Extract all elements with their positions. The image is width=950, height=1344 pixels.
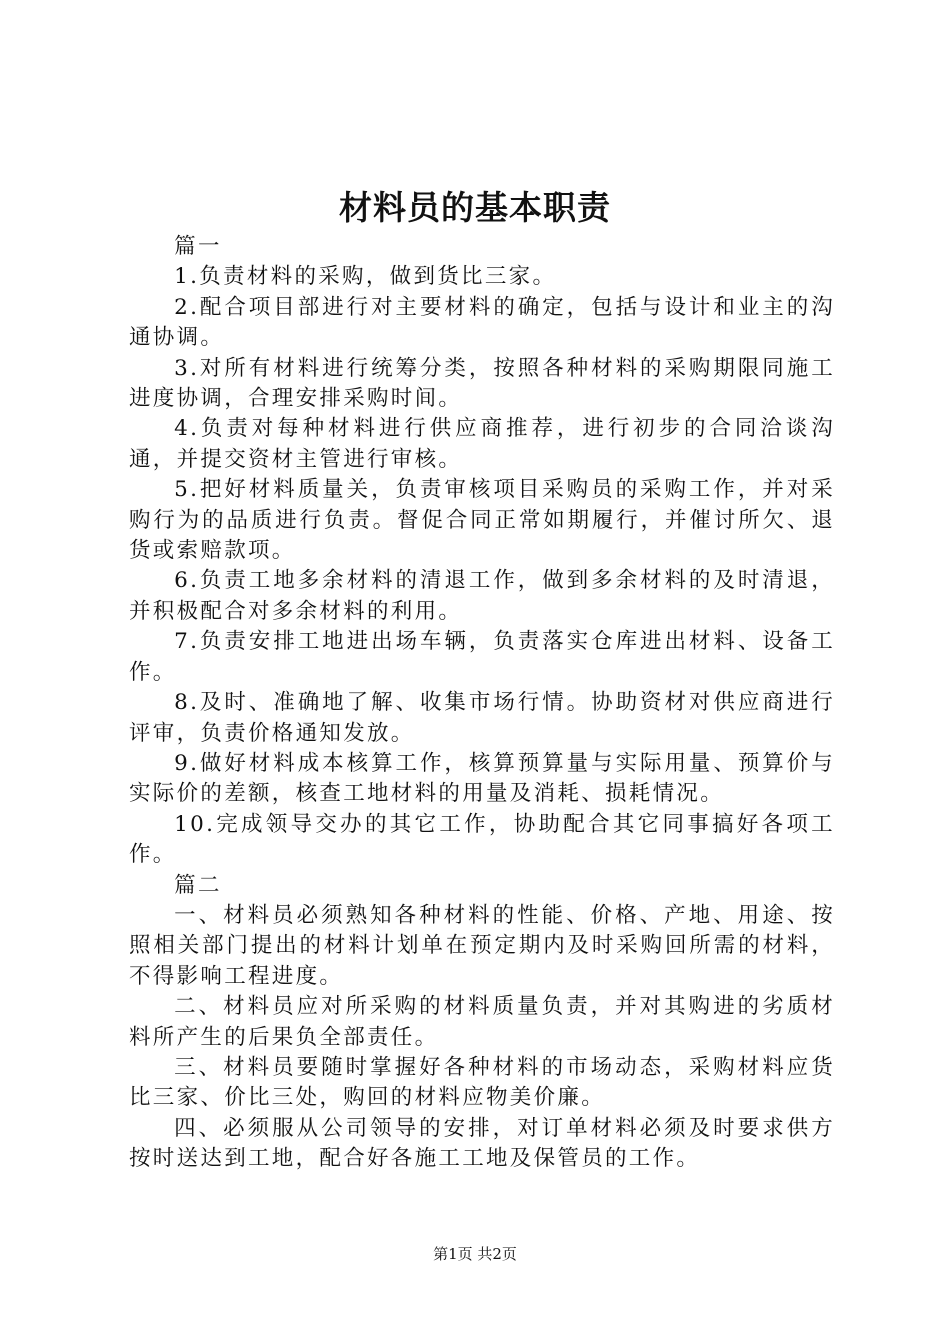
document-title: 材料员的基本职责: [339, 188, 611, 227]
duty-item: 4.负责对每种材料进行供应商推荐，进行初步的合同洽谈沟通，并提交资材主管进行审核。: [129, 416, 835, 472]
duty-item: 3.对所有材料进行统筹分类，按照各种材料的采购期限同施工进度协调，合理安排采购时间。: [129, 355, 835, 412]
duty-item: 三、材料员要随时掌握好各种材料的市场动态，采购材料应货比三家、价比三处，购回的材料应物美价廉。: [129, 1054, 835, 1111]
duty-item: 1.负责材料的采购，做到货比三家。: [174, 264, 557, 290]
duty-item: 8.及时、准确地了解、收集市场行情。协助资材对供应商进行评审，负责价格通知发放。: [129, 690, 835, 746]
duty-item: 二、材料员应对所采购的材料质量负责，并对其购进的劣质材料所产生的后果负全部责任。: [129, 994, 835, 1050]
duty-item: 四、必须服从公司领导的安排，对订单材料必须及时要求供方按时送达到工地，配合好各施工工地及保管员的工作。: [129, 1115, 835, 1172]
document-body: [129, 232, 835, 1175]
duty-item: 6.负责工地多余材料的清退工作，做到多余材料的及时清退，并积极配合对多余材料的利用。: [129, 568, 835, 624]
section-heading: 篇二: [174, 872, 222, 898]
duty-item: 2.配合项目部进行对主要材料的确定，包括与设计和业主的沟通协调。: [129, 294, 835, 351]
section-heading: 篇一: [174, 234, 222, 259]
duty-item: 10.完成领导交办的其它工作，协助配合其它同事搞好各项工作。: [129, 811, 835, 868]
duty-item: 5.把好材料质量关，负责审核项目采购员的采购工作，并对采购行为的品质进行负责。督促合同正常如期履行，并催讨所欠、退货或索赔款项。: [129, 477, 835, 564]
page-number-footer: 第1页 共2页: [433, 1245, 517, 1263]
duty-item: 9.做好材料成本核算工作，核算预算量与实际用量、预算价与实际价的差额，核查工地材料的用量及消耗、损耗情况。: [129, 750, 835, 807]
duty-item: 7.负责安排工地进出场车辆，负责落实仓库进出材料、设备工作。: [129, 629, 835, 685]
duty-item: 一、材料员必须熟知各种材料的性能、价格、产地、用途、按照相关部门提出的材料计划单在预定期内及时采购回所需的材料，不得影响工程进度。: [129, 902, 835, 989]
